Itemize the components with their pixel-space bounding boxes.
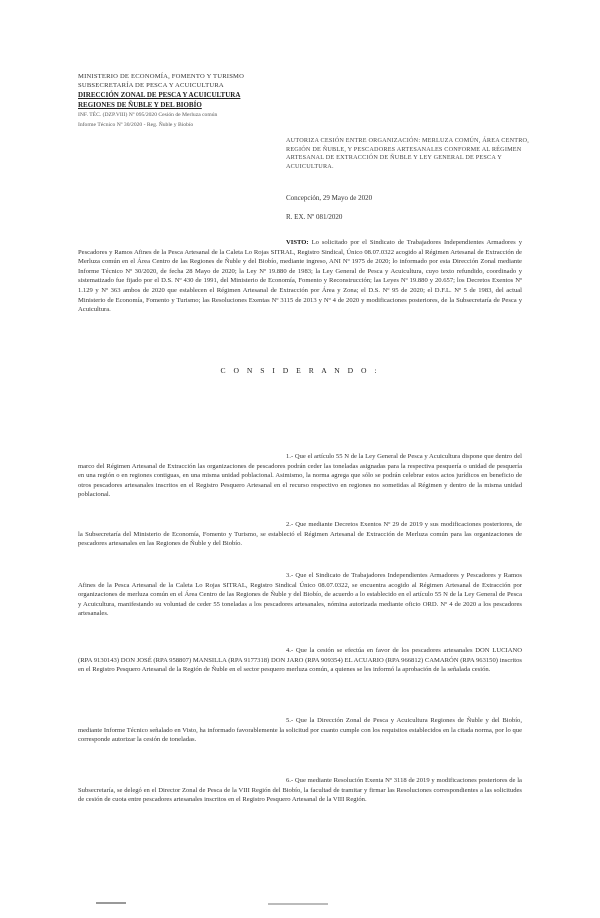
footer-mark-center (268, 903, 328, 905)
regions-name: REGIONES DE ÑUBLE Y DEL BIOBÍO (78, 101, 202, 109)
visto-label: VISTO: (286, 239, 309, 246)
visto-text: Lo solicitado por el Sindicato de Trabajadores Independientes Armadores y Pescadores y Ramos Afines de la Pesca Artesanal de la Caleta Lo Rojas SITRAL, Registro Sindical, Único 08.07.0322 acogido al Régimen Artesanal de Extracción de Merluza común en el Área Centro de las Regiones de Ñuble y del Biobío, mediante ingreso, ANI Nº 1975 de 2020; lo informado por esta Dirección Zonal mediante Informe Técnico Nº 30/2020, de fecha 28 Mayo de 2020; la Ley Nº 19.880 de 1983; la Ley General de Pesca y Acuicultura, cuyo texto refundido, coordinado y sistematizado fue fijado por el D.S. Nº 430 de 1991, del Ministerio de Economía, Fomento y Reconstrucción; las Leyes Nº 19.880 y 20.657; los Decretos Exentos Nº 1.129 y Nº 363 ambos de 2020 que establecen el Régimen Artesanal de Extracción por Área y Zona; el D.S. Nº 95 de 2020; el D.F.L. Nº 5 de 1983, del actual Ministerio de Economía, Fomento y Turismo; las Resoluciones Exentas Nº 3115 de 2013 y Nº 4 de 2020 y modificaciones posteriores, de la Subsecretaría de Pesca y Acuicultura. (78, 239, 522, 314)
visto-paragraph (78, 238, 522, 315)
reference-line-1: INF. TÉC. (DZP.VIII) Nº 095/2020 Cesión de Merluza común (78, 112, 218, 118)
considerando-paragraph-3: 3.- Que el Sindicato de Trabajadores Independientes Armadores y Pescadores y Ramos Afines de la Pesca Artesanal de la Caleta Lo Rojas SITRAL, Registro Sindical Único 08.07.0322, se encuentra acogido al Régimen Artesanal de Extracción por organizaciones de merluza común en el Área Centro de las Regiones de Ñuble y del Biobío, de acuerdo a lo establecido en el artículo 55 N de la Ley General de Pesca y Acuicultura, manifestando su voluntad de ceder 55 toneladas a los pescadores artesanales, nómina autorizada mediante oficio ORD. Nº 4 de 2020 a los pescadores artesanales. (78, 572, 522, 618)
reference-line-2: Informe Técnico Nº 30/2020 - Reg. Ñuble y Biobío (78, 121, 194, 128)
direction-name: DIRECCIÓN ZONAL DE PESCA Y ACUICULTURA (78, 91, 241, 99)
considerando-heading: C O N S I D E R A N D O : (220, 366, 380, 375)
footer-mark-left (96, 902, 126, 904)
place-date: Concepción, 29 Mayo de 2020 (286, 194, 373, 202)
subsecretariat-name: SUBSECRETARÍA DE PESCA Y ACUICULTURA (78, 82, 224, 89)
considerando-paragraph-5: 5.- Que la Dirección Zonal de Pesca y Acuicultura Regiones de Ñuble y del Biobío, mediante Informe Técnico señalado en Visto, ha informado favorablemente la solicitud por cuanto cumple con los requisitos establecidos en la citada norma, por lo que corresponde autorizar la cesión de toneladas. (78, 717, 522, 744)
resolution-subject: AUTORIZA CESIÓN ENTRE ORGANIZACIÓN: MERLUZA COMÚN, ÁREA CENTRO, REGIÓN DE ÑUBLE, Y PESCADORES ARTESANALES CONFORME AL RÉGIMEN ARTESANAL DE EXTRACCIÓN DE ÑUBLE Y LEY GENERAL DE PESCA Y ACUICULTURA. (286, 137, 529, 170)
letterhead (78, 72, 278, 129)
resolution-number: R. EX. Nº 081/2020 (286, 213, 343, 221)
considerando-paragraph-4: 4.- Que la cesión se efectúa en favor de los pescadores artesanales DON LUCIANO (RPA 9130143) DON JOSÉ (RPA 958807) MANSILLA (RPA 9177318) DON JARO (RPA 909354) EL ACUARIO (RPA 966812) CAMARÓN (RPA 963150) inscritos en el Registro Pesquero Artesanal de la Región de Ñuble en el sector pesquero merluza común, a quienes se les informó la aprobación de la señalada cesión. (78, 647, 522, 674)
considerando-paragraph-1: 1.- Que el artículo 55 N de la Ley General de Pesca y Acuicultura dispone que dentro del marco del Régimen Artesanal de Extracción las organizaciones de pescadores podrán ceder las toneladas asignadas para la respectiva pesquería o unidad de pesquería en una región o en regiones contiguas, en una misma unidad poblacional. Asimismo, la norma agrega que sólo se podrán celebrar estos actos jurídicos en beneficio de otros pescadores artesanales inscritos en el Registro Pesquero Artesanal en el recurso respectivo en regiones no sometidas al Régimen y dentro de la misma unidad poblacional. (78, 453, 522, 499)
ministry-name: MINISTERIO DE ECONOMÍA, FOMENTO Y TURISMO (78, 73, 245, 80)
considerando-paragraph-2: 2.- Que mediante Decretos Exentos Nº 29 de 2019 y sus modificaciones posteriores, de la Subsecretaría del Ministerio de Economía, Fomento y Turismo, se estableció el Régimen Artesanal de Extracción de Merluza común para las organizaciones de pescadores artesanales en las Regiones de Ñuble y del Biobío. (78, 521, 522, 548)
considerando-paragraph-6: 6.- Que mediante Resolución Exenta Nº 3118 de 2019 y modificaciones posteriores de la Subsecretaría, se delegó en el Director Zonal de Pesca de la VIII Región del Biobío, la facultad de tramitar y firmar las Resoluciones correspondientes a las solicitudes de cesión de cuota entre pescadores artesanales inscritos en el Registro Pesquero Artesanal de la VIII Región. (78, 777, 522, 804)
